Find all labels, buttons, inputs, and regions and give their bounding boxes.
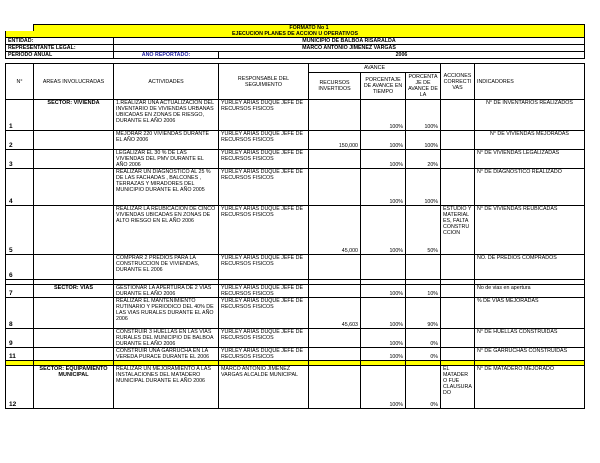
- row-recursos: [309, 366, 361, 409]
- row-number: 3: [6, 150, 34, 169]
- table-row: [6, 255, 585, 280]
- periodo-label: PERIODO ANUAL: [6, 52, 114, 59]
- row-actividad: REALIZAR UN MEJORAMIENTO A LAS INSTALACIONES DEL MATADERO MUNICIPAL DURANTE EL AÑO 2006: [114, 366, 219, 409]
- row-number: 11: [6, 348, 34, 361]
- row-recursos: [309, 285, 361, 298]
- row-area: [34, 348, 114, 361]
- row-indicador: N° DE MATADERO MEJORADO: [475, 366, 585, 409]
- row-area: SECTOR: VIAS: [34, 285, 114, 298]
- plan-title: EJECUCIÓN PLANES DE ACCIÓN U OPERATIVOS: [6, 31, 585, 38]
- row-pct-tiempo: 100%: [361, 169, 406, 206]
- row-area: [34, 206, 114, 255]
- representante-label: REPRESENTANTE LEGAL:: [6, 45, 114, 52]
- row-acciones: [441, 329, 475, 348]
- row-area: SECTOR: VIVIENDA: [34, 100, 114, 131]
- row-area: [34, 150, 114, 169]
- row-area: [34, 131, 114, 150]
- row-acciones: [441, 348, 475, 361]
- row-responsable: YURLEY ARIAS DUQUE JEFE DE RECURSOS FISICOS: [219, 298, 309, 329]
- row-responsable: YURLEY ARIAS DUQUE JEFE DE RECURSOS FISICOS: [219, 348, 309, 361]
- row-recursos: [309, 100, 361, 131]
- row-pct-tiempo: 100%: [361, 131, 406, 150]
- row-pct-tiempo: 100%: [361, 298, 406, 329]
- row-number: 6: [6, 255, 34, 280]
- row-pct-avance: 100%: [406, 100, 441, 131]
- row-number: 8: [6, 298, 34, 329]
- row-pct-avance: 0%: [406, 329, 441, 348]
- row-pct-avance: 100%: [406, 131, 441, 150]
- row-number: 4: [6, 169, 34, 206]
- row-responsable: YURLEY ARIAS DUQUE JEFE DE RECURSOS FISICOS: [219, 131, 309, 150]
- row-pct-avance: 50%: [406, 206, 441, 255]
- row-number: 12: [6, 366, 34, 409]
- row-indicador: % DE VIAS MEJORADAS: [475, 298, 585, 329]
- row-number: 5: [6, 206, 34, 255]
- rows-vivienda: [6, 100, 585, 280]
- row-acciones: [441, 298, 475, 329]
- col-n: N°: [6, 64, 34, 100]
- row-indicador: N° DE INVENTARIOS REALIZADOS: [475, 100, 585, 131]
- row-pct-avance: 20%: [406, 150, 441, 169]
- row-recursos: [309, 348, 361, 361]
- row-indicador: No de vias en apertura: [475, 285, 585, 298]
- table-row: [6, 298, 585, 329]
- row-acciones: [441, 100, 475, 131]
- col-responsable: RESPONSABLE DEL SEGUIMIENTO: [219, 64, 309, 100]
- row-acciones: [441, 255, 475, 280]
- table-row: [6, 285, 585, 298]
- row-recursos: 45,603: [309, 298, 361, 329]
- row-acciones: EL MATADERO FUE CLAUSURADO: [441, 366, 475, 409]
- row-pct-avance: 100%: [406, 169, 441, 206]
- table-row: [6, 348, 585, 361]
- representante-value: MARCO ANTONIO JIMENEZ VARGAS: [114, 45, 585, 52]
- row-responsable: YURLEY ARIAS DUQUE JEFE DE RECURSOS FISICOS: [219, 150, 309, 169]
- row-pct-avance: 0%: [406, 366, 441, 409]
- row-recursos: 150,000: [309, 131, 361, 150]
- table-row: [6, 206, 585, 255]
- row-responsable: YURLEY ARIAS DUQUE JEFE DE RECURSOS FISICOS: [219, 329, 309, 348]
- row-pct-tiempo: 100%: [361, 150, 406, 169]
- row-pct-avance: [406, 255, 441, 280]
- row-area: SECTOR: EQUIPAMIENTO MUNICIPAL: [34, 366, 114, 409]
- row-actividad: 1.REALIZAR UNA ACTUALIZACION DEL INVENTARIO DE VIVIENDAS URBANAS UBICADAS EN ZONAS DE RIESGO, DURANTE EL AÑO 2006: [114, 100, 219, 131]
- row-area: [34, 169, 114, 206]
- entidad-row: [6, 38, 585, 45]
- col-indicadores: INDICADORES: [475, 64, 585, 100]
- row-number: 7: [6, 285, 34, 298]
- row-indicador: N° DE GARRUCHAS CONSTRUIDAS: [475, 348, 585, 361]
- entidad-value: MUNICIPIO DE BALBOA RISARALDA: [114, 38, 585, 45]
- row-acciones: ESTUDIO Y MATERIALES, FALTA CONSTRUCCION: [441, 206, 475, 255]
- row-area: [34, 329, 114, 348]
- table-row: [6, 131, 585, 150]
- row-indicador: N° DE VIVIENDAS LEGALIZADAS: [475, 150, 585, 169]
- plan-table: [5, 24, 585, 409]
- rows-equipamiento: [6, 366, 585, 409]
- row-recursos: [309, 150, 361, 169]
- format-title: FORMATO No 1: [34, 25, 585, 32]
- row-number: 9: [6, 329, 34, 348]
- row-actividad: MEJORAR 220 VIVIENDAS DURANTE EL AÑO 2006: [114, 131, 219, 150]
- ano-label: AÑO REPORTADO:: [114, 52, 219, 59]
- row-indicador: N° DE VIVIENDAS MEJORADAS: [475, 131, 585, 150]
- row-actividad: REALIZAR LA REUBICACION DE CINCO VIVIENDAS UBICADAS EN ZONAS DE ALTO RIESGO EN EL AÑO 2006: [114, 206, 219, 255]
- ano-value: 2006: [219, 52, 585, 59]
- row-pct-tiempo: 100%: [361, 100, 406, 131]
- row-actividad: GESTIONAR LA APERTURA DE 2 VIAS DURANTE EL AÑO 2006: [114, 285, 219, 298]
- row-number: 1: [6, 100, 34, 131]
- row-pct-tiempo: 100%: [361, 285, 406, 298]
- row-pct-tiempo: 100%: [361, 206, 406, 255]
- row-pct-avance: 0%: [406, 348, 441, 361]
- col-areas: AREAS INVOLUCRADAS: [34, 64, 114, 100]
- row-area: [34, 298, 114, 329]
- row-pct-tiempo: [361, 255, 406, 280]
- row-acciones: [441, 285, 475, 298]
- row-actividad: CONSTRUIR 3 HUELLAS EN LAS VIAS RURALES DEL MUNICIPIO DE BALBOA DURANTE EL AÑO 2006: [114, 329, 219, 348]
- header-row-top: [6, 64, 585, 73]
- col-actividades: ACTIVIDADES: [114, 64, 219, 100]
- row-actividad: LEGALIZAR EL 30 % DE LAS VIVIENDAS DEL PMV DURANTE EL AÑO 2006: [114, 150, 219, 169]
- table-row: [6, 366, 585, 409]
- row-pct-avance: 10%: [406, 285, 441, 298]
- row-indicador: N° DE HUELLAS CONSTRUIDAS: [475, 329, 585, 348]
- row-actividad: REALIZAR EL MANTENIMIENTO RUTINARIO Y PERIODICO DEL 40% DE LAS VIAS RURALES DURANTE EL AÑO 2006: [114, 298, 219, 329]
- row-indicador: N° DE VIVIENDAS REUBICADAS: [475, 206, 585, 255]
- col-pct-avance: PORCENTAJE DE AVANCE DE LA: [406, 73, 441, 100]
- row-recursos: [309, 329, 361, 348]
- entidad-label: ENTIDAD:: [6, 38, 114, 45]
- row-pct-tiempo: 100%: [361, 329, 406, 348]
- row-acciones: [441, 150, 475, 169]
- row-recursos: 45,000: [309, 206, 361, 255]
- spreadsheet: [5, 24, 584, 409]
- table-row: [6, 169, 585, 206]
- row-recursos: [309, 255, 361, 280]
- representante-row: [6, 45, 585, 52]
- row-acciones: [441, 169, 475, 206]
- row-actividad: CONSTRUIR UNA GARRUCHA EN LA VEREDA PURACE DURANTE EL 2006: [114, 348, 219, 361]
- row-area: [34, 255, 114, 280]
- row-number: 2: [6, 131, 34, 150]
- col-pct-tiempo: PORCENTAJE DE AVANCE EN TIEMPO: [361, 73, 406, 100]
- row-recursos: [309, 169, 361, 206]
- row-actividad: COMPRAR 2 PREDIOS PARA LA CONSTRUCCION DE VIVIENDAS, DURANTE EL 2006: [114, 255, 219, 280]
- row-responsable: YURLEY ARIAS DUQUE JEFE DE RECURSOS FISICOS: [219, 169, 309, 206]
- row-pct-avance: 90%: [406, 298, 441, 329]
- row-indicador: NO. DE PREDIOS COMPRADOS: [475, 255, 585, 280]
- row-acciones: [441, 131, 475, 150]
- row-responsable: YURLEY ARIAS DUQUE JEFE DE RECURSOS FISICOS: [219, 255, 309, 280]
- rows-vias: [6, 285, 585, 361]
- table-row: [6, 100, 585, 131]
- row-actividad: REALIZAR UN DIAGNOSTICO AL 25 % DE LAS FACHADAS , BALCONES , TERRAZAS Y MIRADORES DEL MUNICIPIO DURANTE EL AÑO 2005: [114, 169, 219, 206]
- col-acciones: ACCIONES CORRECTIVAS: [441, 64, 475, 100]
- table-row: [6, 150, 585, 169]
- row-responsable: YURLEY ARIAS DUQUE JEFE DE RECURSOS FISICOS: [219, 206, 309, 255]
- row-pct-tiempo: 100%: [361, 366, 406, 409]
- row-responsable: YURLEY ARIAS DUQUE JEFE DE RECURSOS FISICOS: [219, 100, 309, 131]
- row-pct-tiempo: 100%: [361, 348, 406, 361]
- table-row: [6, 329, 585, 348]
- row-indicador: N° DE DIAGNOSTICO REALIZADO: [475, 169, 585, 206]
- periodo-row: [6, 52, 585, 59]
- row-responsable: YURLEY ARIAS DUQUE JEFE DE RECURSOS FISICOS: [219, 285, 309, 298]
- row-responsable: MARCO ANTONIO JIMENEZ VARGAS ALCALDE MUNICIPAL: [219, 366, 309, 409]
- col-recursos: RECURSOS INVERTIDOS: [309, 73, 361, 100]
- col-avance: AVANCE: [309, 64, 441, 73]
